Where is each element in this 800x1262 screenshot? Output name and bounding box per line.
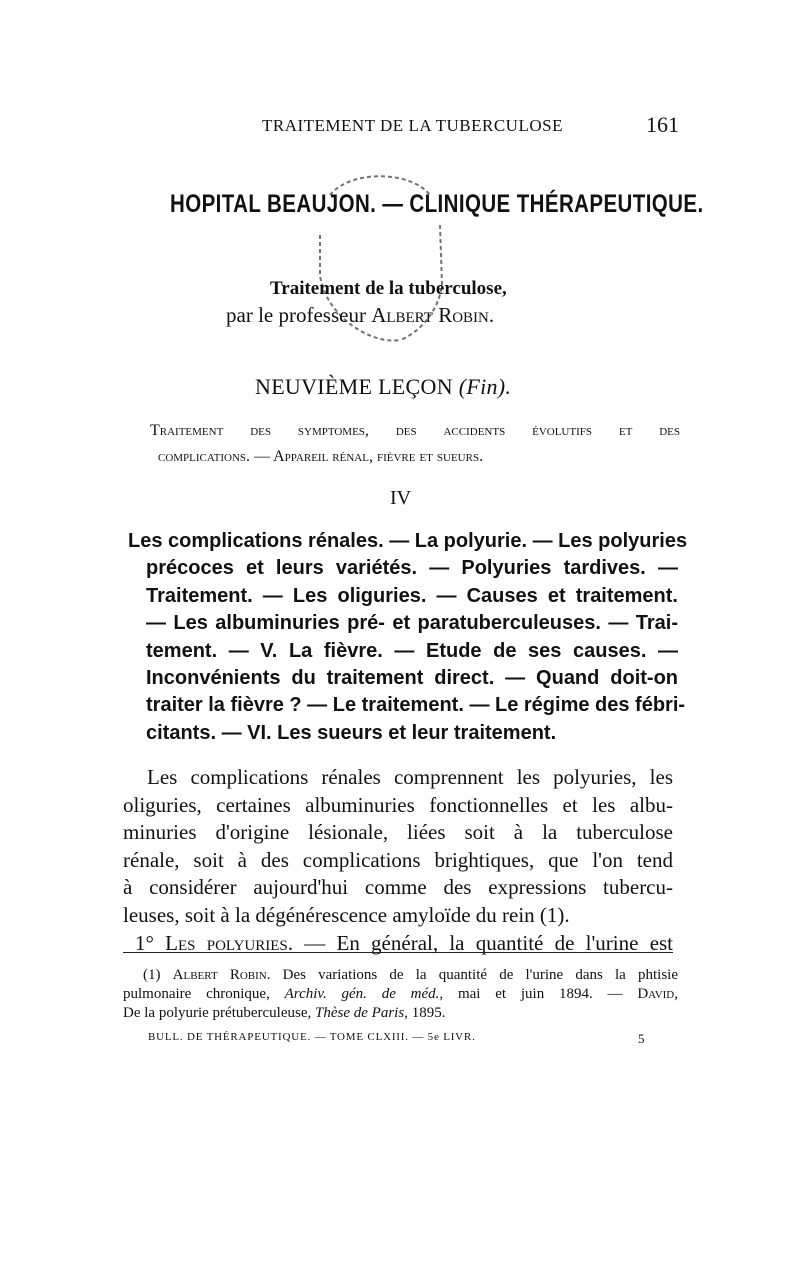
summary-line: — Les albuminuries pré- et paratuberculeuses. — Trai- (146, 612, 678, 635)
lesson-title (255, 374, 511, 400)
page-number: 161 (646, 112, 679, 137)
body-text (123, 764, 673, 957)
signature-mark: 5 (638, 1031, 645, 1046)
lesson-number: NEUVIÈME LEÇON (255, 374, 453, 399)
body-line: Les complications rénales comprennent les polyuries, les (147, 765, 673, 789)
summary-line: Traitement. — Les oliguries. — Causes et traitement. (146, 584, 678, 607)
author-prefix: par le professeur (226, 303, 366, 327)
lesson-suffix: (Fin). (458, 374, 512, 399)
author-line (226, 303, 494, 328)
section-number: IV (390, 487, 412, 509)
sommaire-line: Traitement des symptomes, des accidents évolutifs et des (150, 422, 680, 439)
paragraph-heading: Les polyuries. (165, 930, 293, 955)
lesson-sommaire (150, 418, 680, 470)
body-line-polyuries (123, 930, 673, 958)
body-line: minuries d'origine lésionale, liées soit à la tuberculose (123, 820, 673, 845)
summary-line: tement. — V. La fièvre. — Etude de ses causes. — (146, 639, 678, 662)
body-line: à considérer aujourd'hui comme des expressions tubercu- (123, 875, 673, 900)
body-line: rénale, soit à des complications brightiques, que l'on tend (123, 847, 673, 872)
running-title: TRAITEMENT DE LA TUBERCULOSE (262, 116, 563, 135)
sommaire-line: complications. — Appareil rénal, fièvre et sueurs. (158, 448, 484, 465)
summary-line: Inconvénients du traitement direct. — Quand doit-on (146, 667, 678, 690)
author-name: Albert Robin. (371, 303, 495, 327)
summary-line: Les complications rénales. — La polyurie. — Les polyuries (128, 530, 688, 552)
lecture-subtitle: Traitement de la tuberculose, (270, 278, 507, 299)
footnote-line: pulmonaire chronique, Archiv. gén. de méd., mai et juin 1894. — David, (123, 986, 679, 1002)
paragraph-number: 1° (135, 930, 154, 955)
body-line: oliguries, certaines albuminuries fonctionnelles et les albu- (123, 792, 673, 817)
summary-line: citants. — VI. Les sueurs et leur traitement. (146, 721, 557, 744)
footnote-line: De la polyurie prétuberculeuse, Thèse de Paris, 1895. (123, 1005, 446, 1021)
footnote-line: (1) Albert Robin. Des variations de la quantité de l'urine dans la phtisie (143, 967, 678, 983)
paragraph-text: — En général, la quantité de l'urine est (304, 930, 674, 955)
summary-line: précoces et leurs variétés. — Polyuries tardives. — (146, 557, 678, 580)
body-line: leuses, soit à la dégénérescence amyloïde du rein (1). (123, 902, 570, 927)
summary-line: traiter la fièvre ? — Le traitement. — Le régime des fébri- (146, 694, 686, 717)
bulletin-footer: BULL. DE THÉRAPEUTIQUE. — TOME CLXIII. — 5e LIVR. (148, 1031, 476, 1043)
section-summary (128, 528, 688, 747)
footnote (123, 966, 678, 1023)
footnote-divider (123, 952, 673, 953)
hospital-heading: HOPITAL BEAUJON. — CLINIQUE THÉRAPEUTIQUE. (170, 190, 704, 218)
